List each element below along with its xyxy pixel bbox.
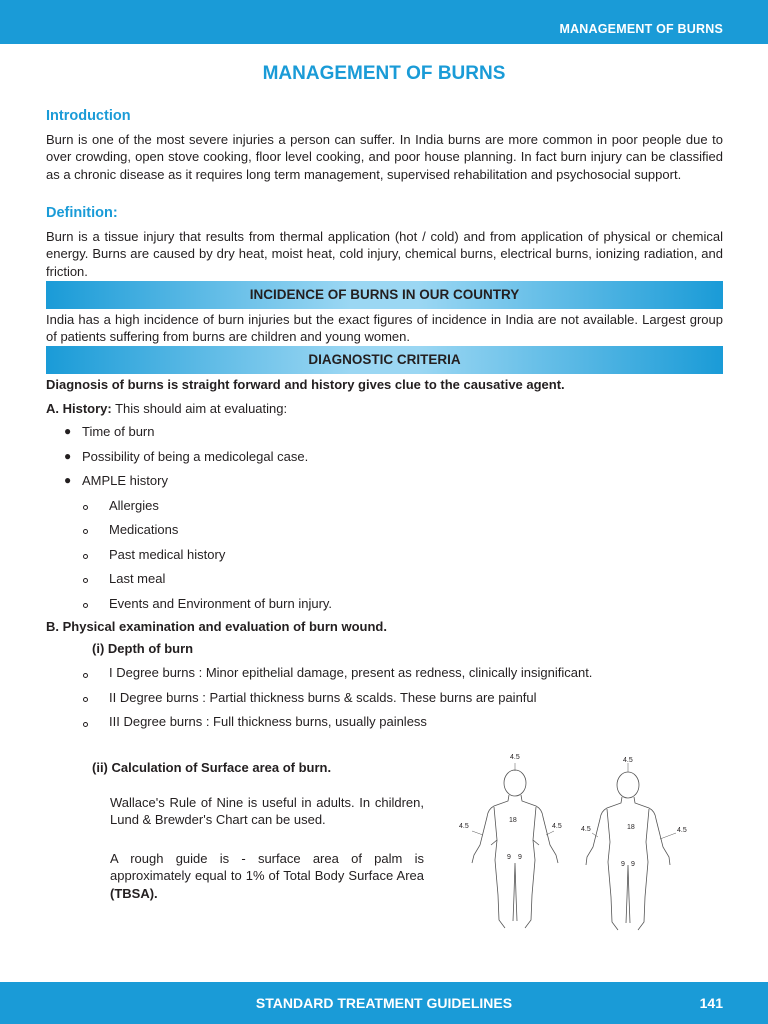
- circle-bullet-icon: [83, 697, 88, 702]
- rule-of-nines-diagram: [450, 745, 720, 935]
- circle-bullet-icon: [83, 673, 88, 678]
- circle-bullet-icon: [83, 529, 88, 534]
- front-left-arm-label: 4.5: [552, 823, 562, 830]
- tbsa-label: (TBSA).: [110, 885, 158, 901]
- back-head-label: 4.5: [623, 757, 633, 764]
- diagnostic-heading: DIAGNOSTIC CRITERIA: [308, 352, 461, 367]
- front-trunk-label: 18: [509, 817, 517, 824]
- incidence-banner: [46, 281, 723, 309]
- incidence-heading: INCIDENCE OF BURNS IN OUR COUNTRY: [249, 287, 520, 302]
- diagnostic-banner: [46, 346, 723, 374]
- history-label: A. History:: [46, 401, 112, 416]
- front-left-leg-label: 9: [518, 854, 522, 861]
- depth-item: I Degree burns : Minor epithelial damage, present as redness, clinically insignificant.: [109, 665, 593, 680]
- front-head-label: 4.5: [510, 754, 520, 761]
- history-item: Time of burn: [82, 424, 155, 439]
- ample-item: Medications: [109, 522, 179, 537]
- footer-text: STANDARD TREATMENT GUIDELINES: [255, 995, 513, 1011]
- ample-item: Last meal: [109, 571, 166, 586]
- history-line: [46, 401, 287, 416]
- history-item: Possibility of being a medicolegal case.: [82, 449, 309, 464]
- definition-text: Burn is a tissue injury that results from thermal application (hot / cold) and from application of physical or chemical energy. Burns are caused by dry heat, moist heat, cold injury, chemical burns, electrical burns, ionizing radiation, and friction.: [46, 229, 723, 279]
- surface-label: (ii) Calculation of Surface area of burn.: [92, 760, 332, 775]
- introduction-heading: Introduction: [46, 108, 131, 124]
- surface-text-1: Wallace's Rule of Nine is useful in adults. In children, Lund & Brewder's Chart can be used.: [110, 795, 424, 828]
- depth-label: (i) Depth of burn: [92, 641, 194, 656]
- bullet-icon: ●: [64, 424, 72, 438]
- label-leaders: [472, 763, 676, 839]
- front-right-leg-label: 9: [507, 854, 511, 861]
- circle-bullet-icon: [83, 578, 88, 583]
- surface-text-2a: A rough guide is - surface area of palm is approximately equal to 1% of Total Body Surface Area: [110, 851, 424, 884]
- circle-bullet-icon: [83, 722, 88, 727]
- introduction-text: Burn is one of the most severe injuries a person can suffer. In India burns are more common in poor people due to over crowding, open stove cooking, floor level cooking, and poor house planning. In fact burn injury can be classified as a chronic disease as it requires long term management, supervised rehabilitation and psychosocial support.: [46, 132, 723, 182]
- incidence-text: India has a high incidence of burn injuries but the exact figures of incidence in India are not available. Largest group of patients suffering from burns are children and young women.: [46, 312, 723, 345]
- bullet-icon: ●: [64, 473, 72, 487]
- page-number: 141: [699, 995, 723, 1011]
- ample-item: Past medical history: [109, 547, 226, 562]
- depth-item: III Degree burns : Full thickness burns, usually painless: [109, 714, 427, 729]
- bullet-icon: ●: [64, 449, 72, 463]
- circle-bullet-icon: [83, 505, 88, 510]
- circle-bullet-icon: [83, 603, 88, 608]
- body-back: [586, 772, 670, 930]
- physical-label: B. Physical examination and evaluation of burn wound.: [46, 619, 387, 634]
- circle-bullet-icon: [83, 554, 88, 559]
- ample-item: Events and Environment of burn injury.: [109, 596, 333, 611]
- back-right-arm-label: 4.5: [581, 826, 591, 833]
- back-left-leg-label: 9: [631, 861, 635, 868]
- back-trunk-label: 18: [627, 824, 635, 831]
- history-text: This should aim at evaluating:: [111, 401, 288, 416]
- definition-heading: Definition:: [46, 205, 118, 221]
- ample-item: Allergies: [109, 498, 159, 513]
- header-bar: [0, 0, 768, 44]
- running-title: MANAGEMENT OF BURNS: [559, 22, 723, 36]
- back-right-leg-label: 9: [621, 861, 625, 868]
- page-title: MANAGEMENT OF BURNS: [262, 63, 506, 84]
- body-front: [472, 770, 558, 928]
- depth-item: II Degree burns : Partial thickness burns & scalds. These burns are painful: [109, 690, 537, 705]
- history-item: AMPLE history: [82, 473, 168, 488]
- back-left-arm-label: 4.5: [677, 827, 687, 834]
- rule-of-nines-figure: [450, 745, 720, 935]
- diagnostic-lead: Diagnosis of burns is straight forward and history gives clue to the causative agent.: [46, 377, 565, 392]
- surface-text-2: [110, 850, 424, 902]
- footer-bar: [0, 982, 768, 1024]
- front-right-arm-label: 4.5: [459, 823, 469, 830]
